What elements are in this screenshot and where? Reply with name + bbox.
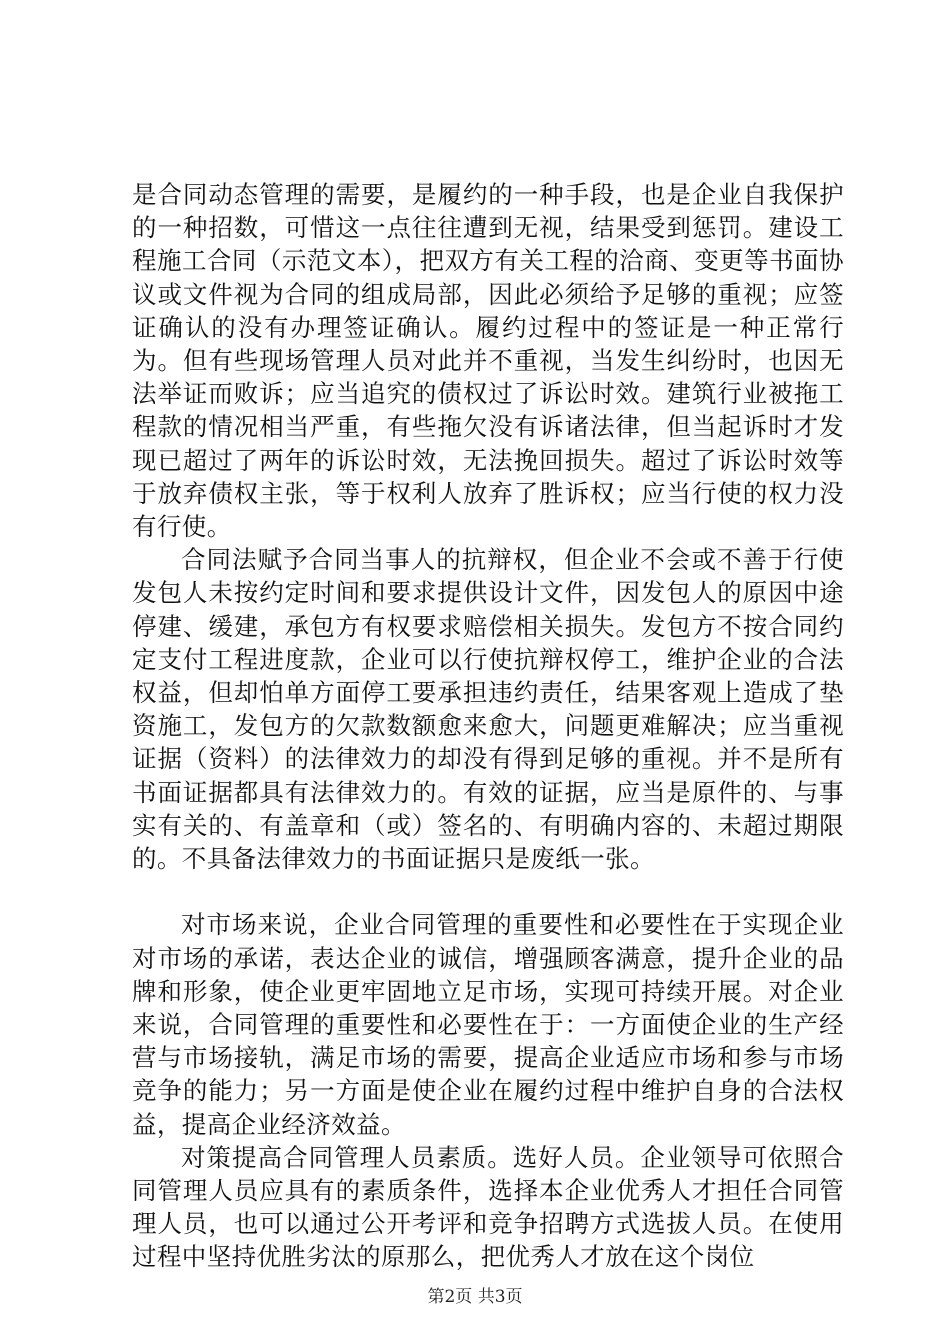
paragraph-continued: 是合同动态管理的需要，是履约的一种手段，也是企业自我保护的一种招数，可惜这一点往往遭到无视，结果受到惩罚。建设工程施工合同（示范文本），把双方有关工程的洽商、变更等书面协议或文件视为合同的组成局部，因此必须给予足够的重视；应签证确认的没有办理签证确认。履约过程中的签证是一种正常行为。但有些现场管理人员对此并不重视，当发生纠纷时，也因无法举证而败诉；应当追究的债权过了诉讼时效。建筑行业被拖工程款的情况相当严重，有些拖欠没有诉诸法律，但当起诉时才发现已超过了两年的诉讼时效，无法挽回损失。超过了诉讼时效等于放弃债权主张，等于权利人放弃了胜诉权；应当行使的权力没有行使。 xyxy=(132,180,844,542)
paragraph-gap xyxy=(132,875,844,908)
paragraph-market-importance: 对市场来说，企业合同管理的重要性和必要性在于实现企业对市场的承诺，表达企业的诚信，增强顾客满意，提升企业的品牌和形象，使企业更牢固地立足市场，实现可持续开展。对企业来说，合同管理的重要性和必要性在于：一方面使企业的生产经营与市场接轨，满足市场的需要，提高企业适应市场和参与市场竞争的能力；另一方面是使企业在履约过程中维护自身的合法权益，提高企业经济效益。 xyxy=(132,910,844,1139)
paragraph-staff-quality: 对策提高合同管理人员素质。选好人员。企业领导可依照合同管理人员应具有的素质条件，选择本企业优秀人才担任合同管理人员，也可以通过公开考评和竞争招聘方式选拔人员。在使用过程中坚持优胜劣汰的原那么，把优秀人才放在这个岗位 xyxy=(132,1142,844,1272)
paragraph-defense-right: 合同法赋予合同当事人的抗辩权，但企业不会或不善于行使发包人未按约定时间和要求提供设计文件，因发包人的原因中途停建、缓建，承包方有权要求赔偿相关损失。发包方不按合同约定支付工程进度款，企业可以行使抗辩权停工，维护企业的合法权益，但却怕单方面停工要承担违约责任，结果客观上造成了垫资施工，发包方的欠款数额愈来愈大，问题更难解决；应当重视证据（资料）的法律效力的却没有得到足够的重视。并不是所有书面证据都具有法律效力的。有效的证据，应当是原件的、与事实有关的、有盖章和（或）签名的、有明确内容的、未超过期限的。不具备法律效力的书面证据只是废纸一张。 xyxy=(132,545,844,874)
document-body xyxy=(132,178,844,1274)
page-number-footer: 第2页 共3页 xyxy=(427,1287,523,1307)
